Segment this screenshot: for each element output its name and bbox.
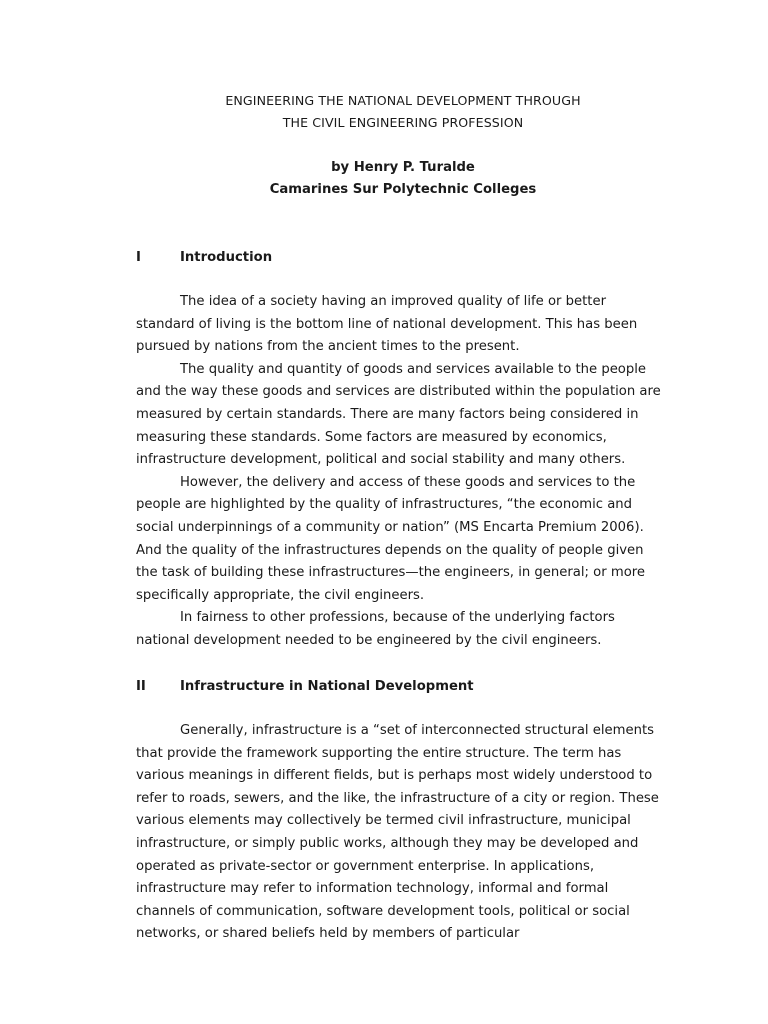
section-number: I — [136, 250, 141, 265]
section-title: Infrastructure in National Development — [180, 679, 474, 694]
paragraph: In fairness to other professions, because of the underlying factors national development needed to be engineered by the civil engineers. — [136, 610, 615, 648]
paragraph: Generally, infrastructure is a “set of interconnected structural elements that provide the framework supporting the entire structure. The term has various meanings in different fields, but is perhaps most widely understood to refer to roads, sewers, and the like, the infrastructure of a city or region. These various elements may collectively be termed civil infrastructure, municipal infrastructure, or simply public works, although they may be developed and operated as private-sector or government enterprise. In applications, infrastructure may refer to information technology, informal and formal channels of communication, software development tools, political or social networks, or shared beliefs held by members of particular — [136, 723, 659, 942]
section-heading-introduction — [136, 250, 272, 265]
document-title-line-1: ENGINEERING THE NATIONAL DEVELOPMENT THROUGH — [225, 93, 581, 108]
author-institution: Camarines Sur Polytechnic Colleges — [269, 182, 537, 197]
section-heading-infrastructure — [136, 679, 474, 694]
document-title-line-2: THE CIVIL ENGINEERING PROFESSION — [282, 115, 524, 130]
paragraph: However, the delivery and access of these goods and services to the people are highlighted by the quality of infrastructures, “the economic and social underpinnings of a community or nation” (MS Encarta Premium 2006). And the quality of the infrastructures depends on the quality of people given the task of building these infrastructures—the engineers, in general; or more specifically appropriate, the civil engineers. — [136, 474, 646, 603]
section-title: Introduction — [180, 250, 273, 265]
section-body-infrastructure — [136, 720, 666, 946]
paragraph: The idea of a society having an improved quality of life or better standard of living is the bottom line of national development. This has been pursued by nations from the ancient times to the present. — [136, 294, 638, 355]
author-byline: by Henry P. Turalde — [331, 160, 475, 175]
paragraph: The quality and quantity of goods and services available to the people and the way these goods and services are distributed within the population are measured by certain standards. There are many factors being considered in measuring these standards. Some factors are measured by economics, infrastructure development, political and social stability and many others. — [136, 361, 661, 468]
section-number: II — [136, 679, 146, 694]
section-body-introduction — [136, 291, 666, 653]
